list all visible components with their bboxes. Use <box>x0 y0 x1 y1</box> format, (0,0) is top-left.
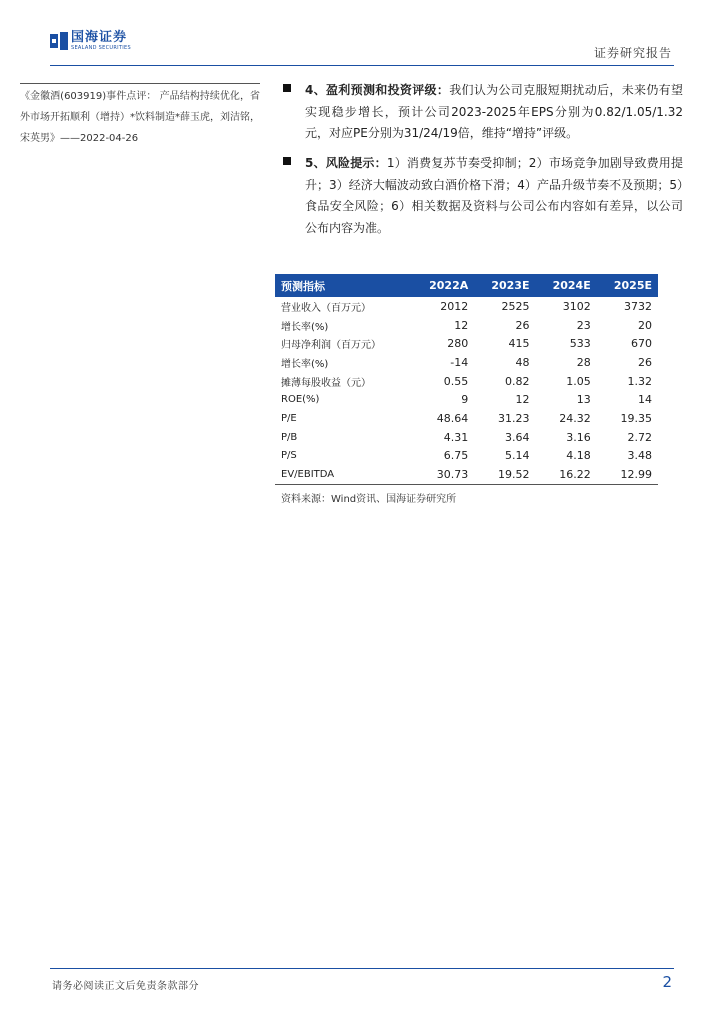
logo-english-name: SEALAND SECURITIES <box>71 45 131 51</box>
table-cell: 0.82 <box>504 374 530 388</box>
table-cell: 12.99 <box>620 468 652 482</box>
table-cell: 13 <box>576 393 591 407</box>
table-cell: 3732 <box>624 299 652 313</box>
column-header: 预测指标 <box>275 274 412 297</box>
table-source-note: 资料来源：Wind资讯、国海证券研究所 <box>281 494 457 505</box>
table-cell: 415 <box>508 337 530 351</box>
table-cell: 28 <box>576 355 591 369</box>
table-cell: 2525 <box>501 299 530 313</box>
row-label: P/E <box>281 412 297 424</box>
table-cell: 26 <box>515 318 530 332</box>
table-cell: 14 <box>638 393 652 407</box>
footer-divider <box>50 968 674 969</box>
row-label: 增长率(%) <box>281 321 329 333</box>
table-cell: 670 <box>631 337 652 351</box>
table-cell: 3.16 <box>566 430 591 444</box>
table-cell: 19.35 <box>620 411 652 425</box>
bullet-square-icon <box>283 157 291 165</box>
table-cell: 1.05 <box>566 374 591 388</box>
table-cell: 48 <box>515 355 530 369</box>
row-label: 增长率(%) <box>281 358 329 370</box>
table-row <box>275 409 658 428</box>
table-cell: 2.72 <box>627 430 652 444</box>
table-cell: 26 <box>638 355 652 369</box>
table-cell: 20 <box>638 318 652 332</box>
bullet-earnings-forecast <box>283 80 683 145</box>
row-label: 营业收入（百万元） <box>281 302 371 314</box>
row-label: 摊薄每股收益（元） <box>281 377 371 389</box>
table-cell: 533 <box>569 337 591 351</box>
table-cell: 280 <box>447 337 469 351</box>
table-cell: 30.73 <box>436 468 469 482</box>
sealand-logo-icon <box>50 32 68 50</box>
row-label: P/S <box>281 450 297 462</box>
page-number: 2 <box>662 973 672 991</box>
bullet-heading: 5、风险提示： <box>305 156 387 170</box>
column-header: 2022A <box>412 274 474 297</box>
logo-chinese-name: 国海证券 <box>71 30 128 45</box>
table-cell: 2012 <box>440 299 469 313</box>
table-row <box>275 372 658 391</box>
row-label: P/B <box>281 431 298 443</box>
table-cell: 24.32 <box>559 411 591 425</box>
row-label: 归母净利润（百万元） <box>281 340 381 352</box>
header-divider <box>50 65 674 66</box>
table-cell: 31.23 <box>497 411 530 425</box>
table-cell: 6.75 <box>443 449 469 463</box>
table-cell: 16.22 <box>559 468 591 482</box>
sidebar-divider <box>20 83 260 84</box>
table-bottom-rule <box>275 484 658 485</box>
table-row <box>275 390 658 409</box>
bullet-text: 1）消费复苏节奏受抑制；2）市场竞争加剧导致费用提升；3）经济大幅波动致白酒价格下滑；4）产品升级节奏不及预期；5）食品安全风险；6）相关数据及资料与公司公布内容如有差异，以公司公布内容为准。 <box>305 156 683 235</box>
table-cell: 19.52 <box>497 468 530 482</box>
table-row <box>275 465 658 484</box>
table-cell: 23 <box>576 318 591 332</box>
company-logo <box>50 31 131 51</box>
table-cell: 3.48 <box>627 449 652 463</box>
table-cell: 3102 <box>562 299 591 313</box>
forecast-table <box>275 274 658 484</box>
table-cell: 0.55 <box>443 374 469 388</box>
table-cell: 4.18 <box>566 449 591 463</box>
table-cell: 4.31 <box>443 430 469 444</box>
report-type-label: 证券研究报告 <box>593 46 672 60</box>
table-cell: 12 <box>515 393 530 407</box>
table-cell: 3.64 <box>504 430 530 444</box>
table-row <box>275 334 658 353</box>
column-header: 2023E <box>474 274 535 297</box>
table-cell: 48.64 <box>436 411 469 425</box>
table-cell: -14 <box>450 355 469 369</box>
column-header: 2025E <box>597 274 658 297</box>
related-report-reference: 《金徽酒(603919)事件点评： 产品结构持续优化，省外市场开拓顺利（增持）*饮料制造*薛玉虎，刘洁铭，宋英男》——2022-04-26 <box>20 91 260 144</box>
table-cell: 9 <box>461 393 469 407</box>
footer-disclaimer: 请务必阅读正文后免责条款部分 <box>52 981 199 992</box>
table-row <box>275 297 658 316</box>
table-row <box>275 316 658 335</box>
bullet-risk-warning <box>283 153 683 239</box>
column-header: 2024E <box>535 274 596 297</box>
row-label: EV/EBITDA <box>281 469 335 481</box>
table-cell: 12 <box>454 318 469 332</box>
row-label: ROE(%) <box>281 394 320 406</box>
table-cell: 1.32 <box>627 374 652 388</box>
bullet-text: 我们认为公司克服短期扰动后，未来仍有望实现稳步增长，预计公司2023-2025年EPS分别为0.82/1.05/1.32元，对应PE分别为31/24/19倍，维持“增持”评级。 <box>305 83 683 140</box>
table-row <box>275 353 658 372</box>
table-cell: 5.14 <box>504 449 530 463</box>
bullet-square-icon <box>283 84 291 92</box>
table-header-row <box>275 274 658 297</box>
table-row <box>275 447 658 466</box>
table-row <box>275 428 658 447</box>
bullet-heading: 4、盈利预测和投资评级： <box>305 83 450 97</box>
